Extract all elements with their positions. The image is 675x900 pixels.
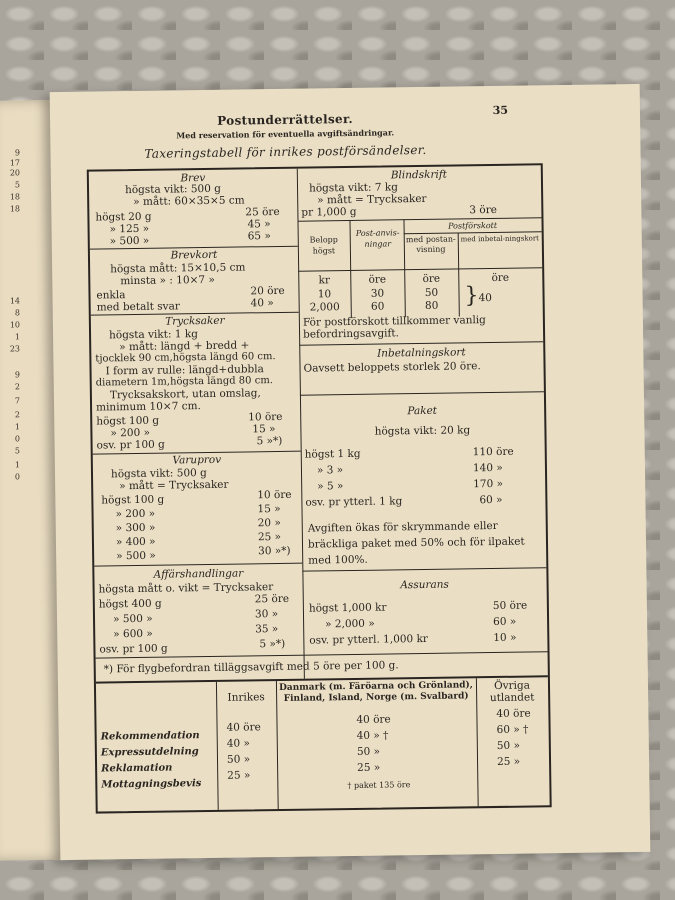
left-page-number: 9 [14,370,20,380]
postforskott-unit: öre [491,271,510,285]
bottom-cell-ovriga: 60 » † [496,723,529,736]
postforskott-unit: öre [422,272,441,285]
paket-rate-label: osv. pr ytterl. 1 kg [305,495,403,509]
brev-line: högsta vikt: 500 g [124,182,221,197]
varuprov-rate-label: högst 100 g [101,493,165,507]
postforskott-cell: 60 [370,300,385,313]
paket-rate-value: 60 » [479,493,503,507]
assurans-rate-value: 60 » [493,615,517,629]
bottom-cell-ovriga: 40 öre [496,707,531,720]
bottom-col-inrikes: Inrikes [227,691,265,704]
paket-line: högsta vikt: 20 kg [374,424,471,438]
left-page-number: 10 [9,320,20,330]
postforskott-col-med-postanvisning: med postan-visning [405,234,456,255]
blindskrift-rate-label: pr 1,000 g [301,205,357,219]
left-page-number: 7 [14,396,20,406]
bottom-row-label: Reklamation [101,762,173,775]
varuprov-line: » mått = Trycksaker [119,478,229,493]
table-title: Taxeringstabell för inrikes postförsändelser. [144,142,427,161]
bottom-cell-nordic: 25 » [357,761,381,774]
paket-rate-value: 140 » [472,461,503,475]
left-page-number: 20 [9,168,20,178]
paket-note: Avgiften ökas för skrymmande eller bräckliga paket med 50% och för ilpaket med 100%. [307,519,525,567]
brev-rate-value: 25 öre [245,205,280,219]
postforskott-unit: kr [318,274,331,287]
left-page-number: 9 [14,148,20,158]
brev-heading: Brev [180,171,206,185]
brevkort-rate-value: 40 » [250,297,274,310]
bottom-row-label: Expressutdelning [100,746,199,759]
postforskott-unit: öre [368,273,387,286]
left-page-number: 5 [14,446,20,456]
affarshandlingar-rate-label: » 500 » [112,612,153,626]
brevkort-line: högsta mått: 15×10,5 cm [110,261,246,276]
footnote: *) För flygbefordran tilläggsavgift med 5 öre per 100 g. [103,659,399,676]
affarshandlingar-rate-value: 25 öre [254,592,290,606]
postforskott-col-postanvisningar: Post-anvis-ningar [355,228,400,249]
left-page-number: 14 [9,296,20,306]
bottom-row-label: Rekommendation [100,730,200,743]
trycksaker-line: diametern 1m,högsta längd 80 cm. [95,375,274,389]
affarshandlingar-rate-value: 5 »*) [259,637,286,651]
assurans-rate-label: osv. pr ytterl. 1,000 kr [309,632,429,647]
brev-rate-value: 65 » [247,230,271,243]
postforskott-cell: 10 [317,288,332,301]
page-subtitle: Med reservation för eventuella avgiftsändringar. [176,127,395,141]
affarshandlingar-heading: Affärshandlingar [153,567,244,581]
trycksaker-rate-label: högst 100 g [96,414,160,428]
bottom-cell-nordic: 50 » [356,745,381,758]
trycksaker-rate-value: 15 » [252,423,276,436]
postforskott-note: För postförskott tillkommer vanlig befordringsavgift. [302,314,486,341]
bottom-table-note: † paket 135 öre [347,780,411,791]
trycksaker-rate-value: 5 »*) [256,434,283,448]
postforskott-cell: 80 [424,299,439,312]
left-page-number: 2 [14,410,20,420]
trycksaker-line: Trycksakskort, utan omslag, [109,387,261,402]
brevkort-rate-label: med betalt svar [96,300,180,314]
brev-rate-label: högst 20 g [95,210,152,224]
bottom-row-label: Mottagningsbevis [101,778,202,791]
postforskott-cell: 2,000 [309,301,340,314]
left-page-number: 0 [14,472,20,482]
varuprov-rate-value: 20 » [257,516,281,530]
assurans-rate-value: 50 öre [492,599,528,613]
varuprov-rate-value: 15 » [257,502,281,516]
inbetalningskort-note: Oavsett beloppets storlek 20 öre. [303,360,481,375]
varuprov-rate-label: » 300 » [115,521,156,535]
varuprov-line: högsta vikt: 500 g [110,466,207,481]
trycksaker-line: » mått: längd + bredd + [119,339,250,354]
bottom-cell-nordic: 40 » † [356,729,389,742]
bottom-cell-inrikes: 40 » [226,737,250,750]
brev-rate-value: 45 » [247,218,271,231]
brevkort-rate-value: 20 öre [250,284,285,298]
bottom-col-ovriga: Övriga utlandet [489,679,535,705]
affarshandlingar-rate-label: osv. pr 100 g [99,642,168,656]
trycksaker-line: minimum 10×7 cm. [95,400,201,414]
bottom-cell-inrikes: 50 » [226,753,251,766]
brevkort-rate-label: enkla [96,289,126,302]
trycksaker-line: högsta vikt: 1 kg [108,328,199,342]
paket-rate-label: högst 1 kg [304,447,361,461]
bottom-cell-inrikes: 25 » [227,769,251,782]
left-page-number: 5 [14,180,20,190]
assurans-heading: Assurans [400,578,449,592]
left-page-number: 18 [9,192,20,202]
postforskott-cell: 50 [424,286,439,299]
trycksaker-line: I form av rulle: längd+dubbla [105,363,264,378]
trycksaker-rate-label: osv. pr 100 g [96,438,165,452]
assurans-rate-value: 10 » [493,631,517,645]
affarshandlingar-rate-label: högst 400 g [98,597,162,611]
varuprov-rate-value: 10 öre [257,488,292,502]
varuprov-rate-value: 30 »*) [258,544,291,558]
varuprov-rate-label: » 500 » [116,549,156,563]
left-page-number: 8 [14,308,20,318]
postforskott-cell: 30 [370,287,385,300]
left-page-number: 1 [14,332,20,342]
page-number: 35 [492,103,509,117]
postforskott-col-belopp: Belopp högst [309,235,338,256]
left-page-number: 17 [9,158,20,168]
affarshandlingar-rate-value: 35 » [255,623,279,636]
brev-line: » mått: 60×35×5 cm [133,194,245,208]
left-page-number: 1 [14,422,20,432]
assurans-rate-label: » 2,000 » [325,617,375,631]
brev-rate-label: » 500 » [109,234,150,248]
bottom-cell-ovriga: 25 » [496,755,521,768]
rate-table [87,163,552,813]
affarshandlingar-rate-value: 30 » [254,608,279,621]
blindskrift-line: högsta vikt: 7 kg [308,181,398,195]
varuprov-rate-label: » 200 » [115,507,156,521]
book-page [50,84,651,860]
blindskrift-heading: Blindskrift [390,168,448,182]
left-page-number: 2 [14,382,20,392]
page-title: Postunderrättelser. [217,111,353,128]
left-page-number: 23 [9,344,20,354]
left-page-number: 18 [9,204,20,214]
bottom-cell-nordic: 40 öre [356,713,391,726]
trycksaker-line: tjocklek 90 cm,högsta längd 60 cm. [95,351,276,365]
postforskott-merged-value: 40 [478,292,493,305]
trycksaker-heading: Trycksaker [165,314,225,328]
trycksaker-rate-label: » 200 » [110,426,151,440]
blindskrift-line: » mått = Trycksaker [317,192,427,207]
affarshandlingar-rate-label: » 600 » [113,627,153,641]
paket-rate-label: » 3 » [316,464,344,477]
blindskrift-rate-value: 3 öre [469,203,498,217]
brevkort-line: minsta » : 10×7 » [120,273,215,288]
bottom-cell-ovriga: 50 » [496,739,521,752]
brevkort-heading: Brevkort [170,248,218,262]
paket-heading: Paket [407,404,438,418]
varuprov-rate-label: » 400 » [115,535,156,549]
affarshandlingar-line: högsta mått o. vikt = Trycksaker [98,581,274,596]
assurans-rate-label: högst 1,000 kr [308,601,387,615]
brev-rate-label: » 125 » [109,222,150,236]
bottom-cell-inrikes: 40 öre [226,721,261,734]
paket-rate-label: » 5 » [317,480,344,493]
inbetalningskort-heading: Inbetalningskort [376,346,466,360]
postforskott-col-med-inbetalningskort: med inbetal-ningskort [460,234,540,244]
paket-rate-value: 170 » [473,477,504,491]
postforskott-group-heading: Postförskott [448,220,498,231]
left-page-number: 1 [14,460,20,470]
trycksaker-rate-value: 10 öre [248,410,283,424]
brace-icon: } [464,283,479,309]
varuprov-rate-value: 25 » [257,530,282,544]
varuprov-heading: Varuprov [172,453,222,467]
left-page-number: 0 [14,434,20,444]
paket-rate-value: 110 öre [472,445,514,459]
bottom-col-nordic: Danmark (m. Färöarna och Grönland), Finland, Island, Norge (m. Svalbard) [279,680,473,704]
